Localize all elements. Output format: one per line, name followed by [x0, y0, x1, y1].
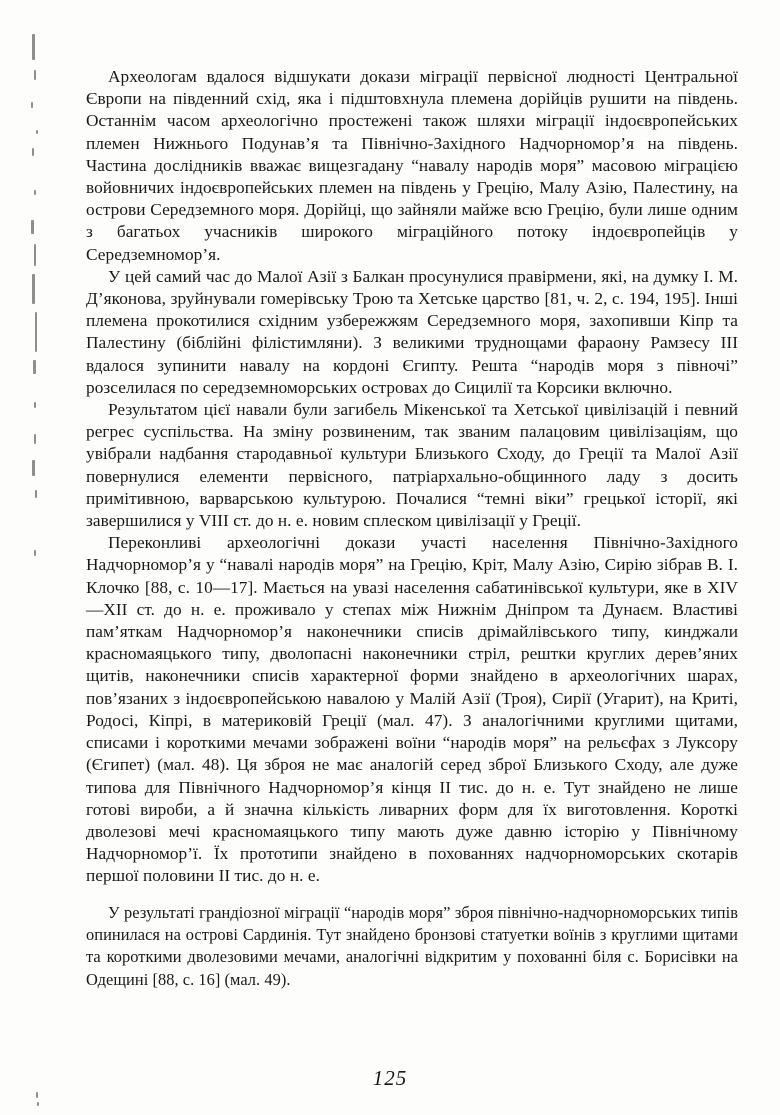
page-number: 125	[372, 1066, 408, 1090]
scan-margin-artifacts-lower	[22, 430, 44, 590]
paragraph-3: Результатом цієї навали були загибель Мікенської та Хетської цивілізацій і певний регрес суспільства. На зміну розвиненим, так званим палацовим цивілізаціям, що увібрали надбання стародавньої культури Близького Сходу, до Греції та Малої Азії повернулися елементи первісного, патріархально-общинного ладу з досить примітивною, варварською культурою. Почалися “темні віки” грецької історії, які завершилися у VIII ст. до н. е. новим сплеском цивілізації у Греції.	[86, 400, 738, 531]
body-text	[86, 66, 738, 991]
paragraph-4: Переконливі археологічні докази участі населення Північно-Західного Надчорномор’я у “навалі народів моря” на Грецію, Кріт, Малу Азію, Сирію зібрав В. І. Клочко [88, с. 10—17]. Мається на увазі населення сабатинівської культури, яке в XIV—XII ст. до н. е. проживало у степах між Нижнім Дніпром та Дунаєм. Властиві пам’яткам Надчорномор’я наконечники списів дрімайлівського типу, кинджали красномаяцького типу, дволопасні наконечники стріл, рештки круглих дерев’яних щитів, наконечники списів характерної форми знайдено в археологічних шарах, пов’язаних з індоєвропейською навалою у Малій Азії (Троя), Сирії (Угарит), на Криті, Родосі, Кіпрі, в материковій Греції (мал. 47). З аналогічними круглими щитами, списами і короткими мечами зображені воїни “народів моря” на рельєфах з Луксору (Єгипет) (мал. 48). Ця зброя не має аналогій серед зброї Близького Сходу, але дуже типова для Північного Надчорномор’я кінця II тис. до н. е. Тут знайдено не лише готові вироби, а й значна кількість ливарних форм для їх виготовлення. Короткі дволезові мечі красномаяцького типу мають дуже давню історію у Північному Надчорномор’ї. Їх прототипи знайдено в похованнях надчорноморських скотарів першої половини II тис. до н. е.	[86, 533, 738, 886]
paragraph-2: У цей самий час до Малої Азії з Балкан просунулися правірмени, які, на думку І. М. Д’яконова, зруйнували гомерівську Трою та Хетське царство [81, ч. 2, с. 194, 195]. Інші племена прокотилися східним узбережжям Середземного моря, захопивши Кіпр та Палестину (біблійні філістимляни). З великими труднощами фараону Рамзесу III вдалося зупинити навалу на кордоні Єгипту. Решта “народів моря з півночі” розселилася по середземноморських островах до Сицилії та Корсики включно.	[86, 266, 738, 397]
paragraph-5: У результаті грандіозної міграції “народів моря” зброя північно-надчорноморських типів опинилася на острові Сардинія. Тут знайдено бронзові статуетки воїнів з круглими щитами та короткими дволезовими мечами, аналогічні відкритим у похованні біля с. Борисівки на Одещині [88, с. 16] (мал. 49).	[86, 902, 738, 989]
paragraph-1: Археологам вдалося відшукати докази міграції первісної людності Центральної Європи на південний схід, яка і підштовхнула племена дорійців рушити на південь. Останнім часом археологічно простежені також шляхи міграції індоєвропейських племен Нижнього Подунав’я та Північно-Західного Надчорномор’я на південь. Частина дослідників вважає вищезгадану “навалу народів моря” масовою міграцією войовничих індоєвропейських племен на південь у Грецію, Малу Азію, Палестину, на острови Середземного моря. Дорійці, що зайняли майже всю Грецію, були лише одним з багатьох учасників широкого міграційного потоку індоєвропейців у Середземномор’я.	[86, 67, 738, 264]
scan-margin-artifacts-bottom	[22, 1090, 44, 1110]
scan-margin-artifacts	[22, 30, 44, 490]
